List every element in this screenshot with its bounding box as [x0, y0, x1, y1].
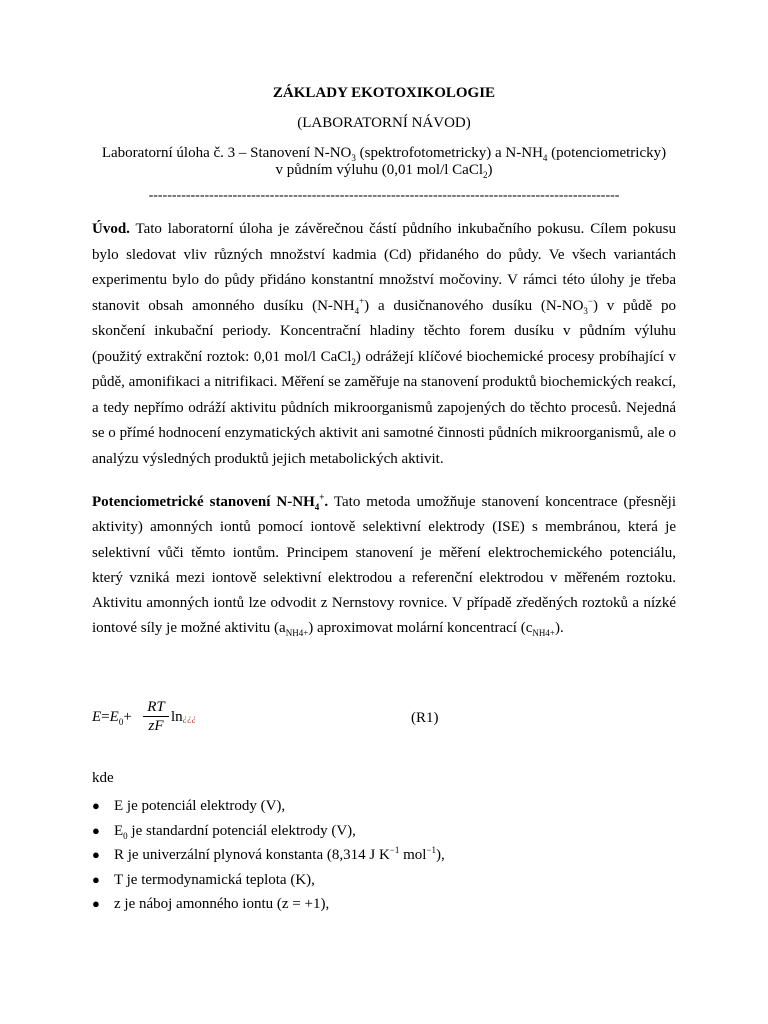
variable-list — [92, 794, 445, 917]
intro-text: ) v půdě po skončení inkubační periody. Koncentrační hladiny těchto forem dusíku v půdním výluhu (použitý extrakční roztok: 0,01 mol/l CaCl — [92, 297, 676, 365]
task-heading — [80, 145, 688, 179]
intro-heading: Úvod. — [92, 221, 130, 237]
intro-text: ) odrážejí klíčové biochemické procesy probíhající v půdě, amonifikaci a nitrifikaci. Měření se zaměřuje na stanovení produktů biochemických reakcí, a tedy nepřímo odráží aktivitu půdních mikroorganismů zapojených do těchto procesů. Nejedná se o přímé hodnocení enzymatických aktivit ani samotné činnosti půdních mikroorganismů, ale o analýzu výsledných produktů jejich metabolických aktivit. — [92, 348, 676, 467]
intro-subscript: 4 — [354, 305, 360, 316]
list-item-text: E je potenciál elektrody (V), — [114, 798, 286, 814]
list-item-subscript: 0 — [123, 830, 128, 841]
heading-subscript: 4 — [314, 502, 320, 512]
list-item-text: R je univerzální plynová konstanta (8,314 J K — [114, 847, 390, 863]
list-item-superscript: −1 — [426, 845, 437, 855]
equation-ln: ln¿¿¿ — [171, 709, 197, 725]
fraction-denominator: zF — [148, 718, 164, 734]
intro-text: Tato laboratorní úloha je závěrečnou částí půdního inkubačního pokusu. Cílem pokusu bylo sledovat vliv různých množství kadmia (Cd) přidaného do půdy. Ve všech variantách experimentu bylo do půdy přidáno konstantní množství močoviny. V rámci této úlohy je třeba stanovit obsah amonného dusíku (N-NH — [92, 221, 676, 314]
potentiometry-subscript: NH4+ — [532, 628, 555, 639]
bullet-icon: ● — [92, 798, 100, 813]
list-item — [92, 819, 445, 844]
intro-subscript: 2 — [351, 356, 356, 367]
intro-superscript: − — [587, 295, 593, 306]
task-text: (potenciometricky) — [547, 145, 667, 161]
task-text: (spektrofotometricky) a N-NH — [355, 145, 543, 161]
list-item-superscript: −1 — [389, 845, 400, 855]
list-item — [92, 868, 445, 893]
equation-fraction — [143, 698, 169, 735]
list-item-text: E — [114, 822, 124, 839]
task-text: v půdním výluhu (0,01 mol/l CaCl — [275, 162, 483, 178]
potentiometry-text: ). — [554, 620, 564, 637]
potentiometry-text: Tato metoda umožňuje stanovení koncentrace (přesněji aktivity) amonných iontů pomocí iontově selektivní elektrody (ISE) s membránou, která je selektivní vůči těmto iontům. Principem stanovení je měření elektrochemického potenciálu, který vzniká mezi iontově selektivní elektrodou a referenční elektrodou v měřeném roztoku. Aktivitu amonných iontů lze odvodit z Nernstovy rovnice. V případě zředěných roztoků a nízké iontové síly je možné aktivitu (a — [92, 494, 676, 637]
list-item — [92, 794, 445, 819]
intro-subscript: 3 — [583, 305, 588, 316]
potentiometry-heading: Potenciometrické stanovení $N-NH_4^+$. — [92, 492, 329, 512]
bullet-icon: ● — [92, 847, 100, 862]
equation-label: (R1) — [411, 710, 439, 726]
heading-superscript: + — [319, 492, 325, 502]
potentiometry-paragraph — [92, 490, 676, 642]
potentiometry-text: ) aproximovat molární koncentrací (c — [308, 620, 533, 637]
task-subscript: 2 — [483, 170, 488, 180]
bullet-icon: ● — [92, 822, 100, 838]
list-item-text: je standardní potenciál elektrody (V), — [127, 822, 356, 839]
list-item-text: T je termodynamická teplota (K), — [114, 871, 315, 888]
fraction-numerator: RT — [143, 698, 169, 717]
task-text: Laboratorní úloha č. 3 – Stanovení N-NO — [101, 145, 352, 161]
bullet-icon: ● — [92, 896, 100, 911]
potentiometry-subscript: NH4+ — [285, 628, 309, 639]
bullet-icon: ● — [92, 871, 100, 887]
separator-line: ----------------------------------------------------------------------------------------------------- — [148, 188, 620, 203]
intro-superscript: + — [359, 295, 365, 306]
list-item-text: ), — [436, 847, 445, 863]
equation-lhs: $E=E_0+$ — [92, 709, 132, 727]
task-subscript: 4 — [542, 153, 548, 163]
intro-paragraph — [92, 217, 676, 472]
list-item-text: mol — [399, 847, 427, 863]
document-title: ZÁKLADY EKOTOXIKOLOGIE — [272, 85, 496, 101]
document-subtitle: (LABORATORNÍ NÁVOD) — [297, 115, 471, 131]
list-item — [92, 892, 445, 917]
task-text: ) — [487, 162, 493, 178]
list-item-text: z je náboj amonného iontu (z = +1), — [114, 896, 330, 912]
ln-argument-placeholder: ¿¿¿ — [182, 713, 197, 723]
intro-text: ) a dusičnanového dusíku (N-NO — [364, 297, 584, 314]
list-item — [92, 843, 445, 868]
task-subscript: 3 — [351, 153, 356, 163]
where-label: kde — [92, 770, 114, 786]
